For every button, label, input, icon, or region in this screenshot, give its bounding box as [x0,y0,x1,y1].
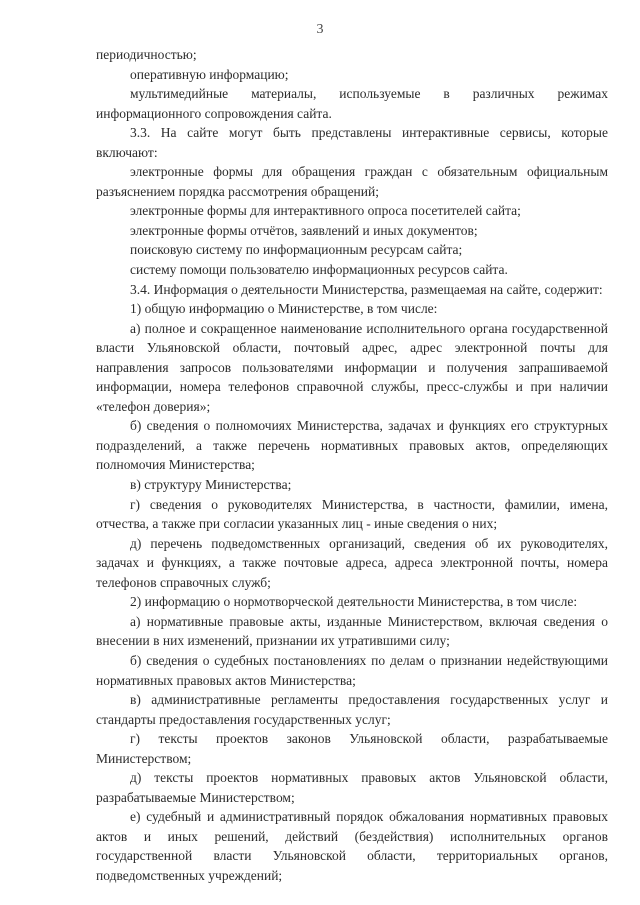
paragraph: 2) информацию о нормотворческой деятельности Министерства, в том числе: [130,594,578,610]
paragraph: в) структуру Министерства; [130,477,292,493]
paragraph: периодичностью; [96,47,197,62]
paragraph: б) сведения о полномочиях Министерства, задачах и функциях его структурных подразделений, а также перечень нормативных правовых актов, определяющих полномочия Министерства; [96,418,608,473]
paragraph: д) перечень подведомственных организаций, сведения об их руководителях, задачах и функциях, а также почтовые адреса, адреса электронной почты, номера телефонов справочных служб; [96,535,608,590]
document-body [96,45,608,886]
paragraph: в) административные регламенты предоставления государственных услуг и стандарты предоставления государственных услуг; [96,692,608,727]
paragraph: 3.4. Информация о деятельности Министерства, размещаемая на сайте, содержит: [130,281,603,297]
paragraph: оперативную информацию; [130,66,289,82]
paragraph: а) полное и сокращенное наименование исполнительного органа государственной власти Ульяновской области, почтовый адрес, адрес электронной почты для направления запросов пользователями информации и получения запрашиваемой информации, номера телефонов справочной службы, пресс-службы и при наличии «телефон доверия»; [96,320,608,414]
paragraph: г) сведения о руководителях Министерства, в частности, фамилии, имена, отчества, а также при согласии указанных лиц - иные сведения о них; [96,496,608,532]
paragraph: электронные формы отчётов, заявлений и иных документов; [130,222,478,238]
paragraph: д) тексты проектов нормативных правовых актов Ульяновской области, разрабатываемые Министерством; [96,770,608,805]
paragraph: г) тексты проектов законов Ульяновской области, разрабатываемые Министерством; [96,731,608,766]
paragraph: электронные формы для обращения граждан с обязательным официальным разъяснением порядка рассмотрения обращений; [96,164,608,199]
paragraph: поисковую систему по информационным ресурсам сайта; [130,242,463,258]
paragraph: 1) общую информацию о Министерстве, в том числе: [130,301,438,317]
paragraph: а) нормативные правовые акты, изданные Министерством, включая сведения о внесении в них изменений, признании их утратившими силу; [96,613,608,649]
paragraph: электронные формы для интерактивного опроса посетителей сайта; [130,203,521,219]
paragraph: 3.3. На сайте могут быть представлены интерактивные сервисы, которые включают: [96,125,608,160]
paragraph: мультимедийные материалы, используемые в различных режимах информационного сопровождения сайта. [96,86,608,121]
paragraph: е) судебный и административный порядок обжалования нормативных правовых актов и иных решений, действий (бездействия) исполнительных органов государственной власти Ульяновской области, территориальных органов, подведомственных учреждений; [96,809,608,883]
page-number: 3 [316,22,324,37]
paragraph: систему помощи пользователю информационных ресурсов сайта. [130,262,508,278]
paragraph: б) сведения о судебных постановлениях по делам о признании недействующими нормативных правовых актов Министерства; [96,652,608,688]
